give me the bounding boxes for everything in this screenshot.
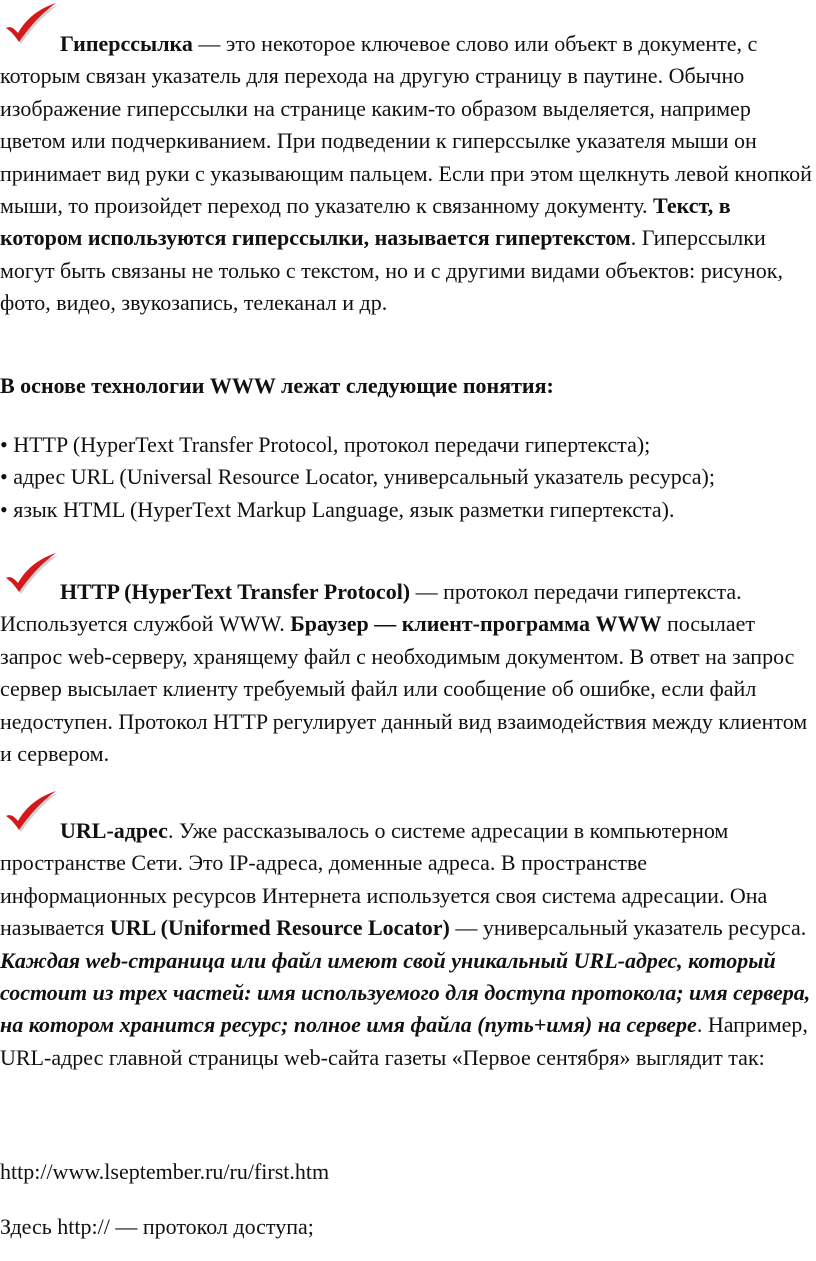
list-item: • адрес URL (Universal Resource Locator, универсальный указатель ресурса);: [0, 464, 715, 490]
url-term: URL-адрес: [60, 818, 168, 843]
hyperlink-paragraph: [0, 28, 812, 320]
url-text-1: . Уже рассказывалось о системе адресации в компьютерном пространстве Сети. Это IP-адреса, доменные адреса. В пространстве информационных ресурсов Интернета используется своя система адресации. Она называется: [0, 818, 768, 941]
http-paragraph: [0, 576, 812, 770]
url-acronym: URL (Uniformed Resource Locator): [109, 915, 450, 941]
hyperlink-text-2: . Гиперссылки могут быть связаны не только с текстом, но и с другими видами объектов: рисунок, фото, видео, звукозапись, телеканал и др.: [0, 225, 783, 316]
url-text-2: — универсальный указатель ресурса.: [449, 915, 807, 941]
url-structure-definition: Каждая web-страница или файл имеют свой уникальный URL-адрес, который состоит из трех частей: имя используемого для доступа протокола; имя сервера, на котором хранится ресурс; полное имя файла (путь+имя) на сервере: [0, 947, 811, 1038]
url-text-3: . Например, URL-адрес главной страницы web-сайта газеты «Первое сентября» выглядит так:: [0, 1012, 808, 1070]
example-url: http://www.lseptember.ru/ru/first.htm: [0, 1159, 330, 1184]
hyperlink-term: Гиперссылка: [60, 31, 193, 56]
hyperlink-text-1: — это некоторое ключевое слово или объект в документе, с которым связан указатель для перехода на другую страницу в паутине. Обычно изображение гиперссылки на странице каким-то образом выделяется, например цветом или подчеркиванием. При подведении к гиперссылке указателя мыши он принимает вид руки с указывающим пальцем. Если при этом щелкнуть левой кнопкой мыши, то произойдет переход по указателю к связанному документу.: [0, 31, 812, 219]
http-term: HTTP (HyperText Transfer Protocol): [60, 579, 411, 604]
url-paragraph: [0, 815, 812, 1074]
hypertext-definition: Текст, в котором используются гиперссылки, называется гипертекстом: [0, 193, 731, 251]
http-text-1: — протокол передачи гипертекста. Используется службой WWW.: [0, 579, 742, 637]
www-concepts-heading: В основе технологии WWW лежат следующие понятия:: [0, 373, 554, 398]
protocol-explanation: Здесь http:// — протокол доступа;: [0, 1214, 314, 1239]
list-item: • язык HTML (HyperText Markup Language, язык разметки гипертекста).: [0, 496, 675, 522]
concepts-list: [0, 429, 812, 526]
browser-definition: Браузер — клиент-программа WWW: [290, 611, 662, 637]
list-item: • HTTP (HyperText Transfer Protocol, протокол передачи гипертекста);: [0, 432, 651, 457]
http-text-2: посылает запрос web-серверу, хранящему файл с необходимым документом. В ответ на запрос сервер высылает клиенту требуемый файл или сообщение об ошибке, если файл недоступен. Протокол HTTP регулирует данный вид взаимодействия между клиентом и сервером.: [0, 611, 808, 767]
